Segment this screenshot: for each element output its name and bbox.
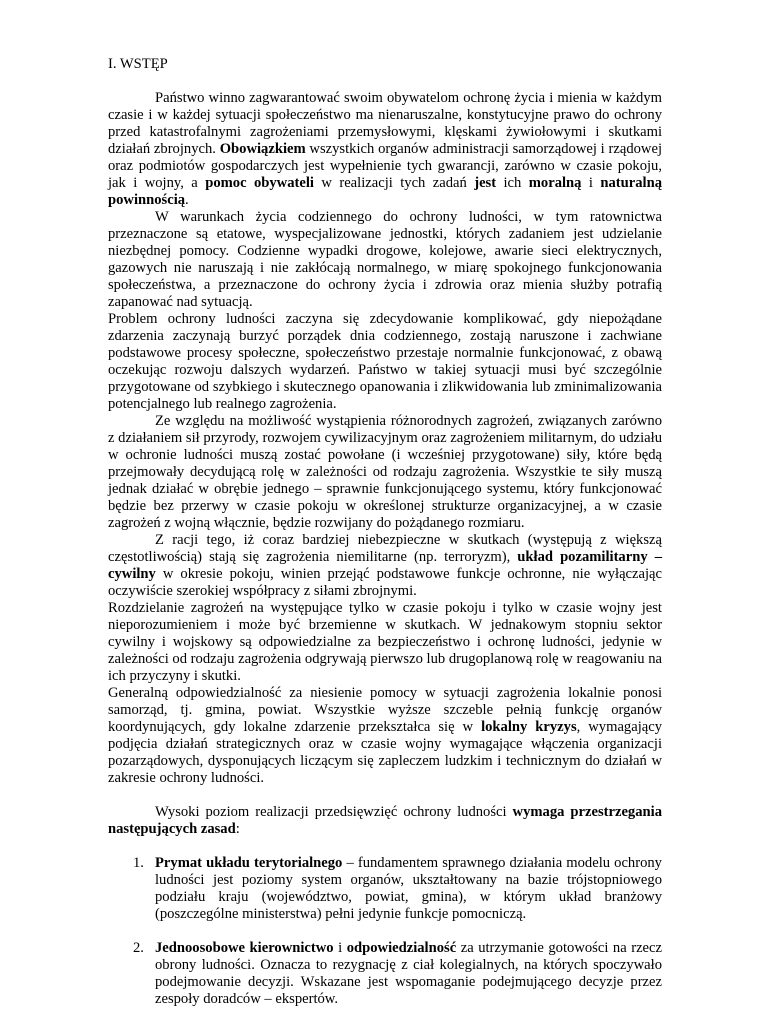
paragraph-2: W warunkach życia codziennego do ochrony ludności, w tym ratownictwa przeznaczone są etatowe, wyspecjalizowane jednostki, których zadaniem jest udzielanie niezbędnej pomocy. Codzienne wypadki drogowe, kolejowe, awarie sieci elektrycznych, gazowych nie naruszają i nie zakłócają normalnego, w miarę spokojnego funkcjonowania społeczeństwa, a przeznaczone do ochrony życia i zdrowia oraz mienia służby potrafią zapanować nad sytuacją.: [108, 209, 662, 310]
list-item: 2. Jednoosobowe kierownictwo i odpowiedzialność za utrzymanie gotowości na rzecz obrony ludności. Oznacza to rezygnację z ciał kolegialnych, na których spoczywało podejmowanie decyzji. Wskazane jest wspomaganie podejmującego decyzje przez zespoły doradców – ekspertów.: [133, 940, 662, 1007]
document-page: [108, 56, 662, 1025]
list-item: 1. Prymat układu terytorialnego – fundamentem sprawnego działania modelu ochrony ludności jest poziomy system organów, ukształtowany na bazie trójstopniowego podziału kraju (województwo, powiat, gmina), w którym układ branżowy (poszczególne ministerstwa) pełni jedynie funkcje pomocniczą.: [133, 855, 662, 922]
paragraph-6: Rozdzielanie zagrożeń na występujące tylko w czasie pokoju i tylko w czasie wojny jest nieporozumieniem i może być brzemienne w skutkach. W jednakowym stopniu sektor cywilny i wojskowy są odpowiedzialne za bezpieczeństwo i ochronę ludności, jedynie w zależności od rodzaju zagrożenia odgrywają pierwszo lub drugoplanową rolę w reagowaniu na ich przyczyny i skutki.: [108, 600, 662, 684]
paragraph-3: Problem ochrony ludności zaczyna się zdecydowanie komplikować, gdy niepożądane zdarzenia zaczynają burzyć porządek dnia codziennego, zostają naruszone i zachwiane podstawowe procesy społeczne, społeczeństwo przestaje normalnie funkcjonować, z obawą oczekując rozwoju dalszych wydarzeń. Państwo w takiej sytuacji musi być szczególnie przygotowane od szybkiego i skutecznego opanowania i zlikwidowania lub zminimalizowania potencjalnego lub realnego zagrożenia.: [108, 311, 662, 412]
principles-list: [108, 855, 662, 1008]
section-heading: I. WSTĘP: [108, 56, 168, 72]
list-item-number: 2.: [133, 940, 144, 956]
paragraph-4: Ze względu na możliwość wystąpienia różnorodnych zagrożeń, związanych zarówno z działaniem sił przyrody, rozwojem cywilizacyjnym oraz zagrożeniem militarnym, do udziału w ochronie ludności muszą zostać powołane (i wcześniej przygotowane) siły, które będą przejmowały decydującą rolę w zależności od rodzaju zagrożenia. Wszystkie te siły muszą jednak działać w obrębie jednego – sprawnie funkcjonującego systemu, który funkcjonować będzie bez przerwy w czasie pokoju w określonej strukturze organizacyjnej, a w czasie zagrożeń z wojną włącznie, będzie rozwijany do pożądanego rozmiaru.: [108, 413, 662, 531]
paragraph-5: Z racji tego, iż coraz bardziej niebezpieczne w skutkach (występują z większą częstotliwością) stają się zagrożenia niemilitarne (np. terroryzm), układ pozamilitarny – cywilny w okresie pokoju, winien przejąć podstawowe funkcje ochronne, nie wyłączając oczywiście szerokiej współpracy z siłami zbrojnymi.: [108, 532, 662, 599]
paragraph-8: Wysoki poziom realizacji przedsięwzięć ochrony ludności wymaga przestrzegania następujących zasad:: [108, 804, 662, 837]
list-item-number: 1.: [133, 855, 144, 871]
paragraph-1: Państwo winno zagwarantować swoim obywatelom ochronę życia i mienia w każdym czasie i w każdej sytuacji społeczeństwo ma nienaruszalne, konstytucyjne prawo do ochrony przed katastrofalnymi zagrożeniami przemysłowymi, klęskami żywiołowymi i skutkami działań zbrojnych. Obowiązkiem wszystkich organów administracji samorządowej i rządowej oraz podmiotów gospodarczych jest wypełnienie tych gwarancji, zarówno w czasie pokoju, jak i wojny, a pomoc obywateli w realizacji tych zadań jest ich moralną i naturalną powinnością.: [108, 90, 662, 208]
paragraph-7: Generalną odpowiedzialność za niesienie pomocy w sytuacji zagrożenia lokalnie ponosi samorząd, tj. gmina, powiat. Wszystkie wyższe szczeble pełnią funkcję organów koordynujących, gdy lokalne zdarzenie przekształca się w lokalny kryzys, wymagający podjęcia działań strategicznych oraz w czasie wojny wymagające włączenia organizacji pozarządowych, dysponujących liczącym się zapleczem ludzkim i technicznym do działań w zakresie ochrony ludności.: [108, 685, 663, 786]
